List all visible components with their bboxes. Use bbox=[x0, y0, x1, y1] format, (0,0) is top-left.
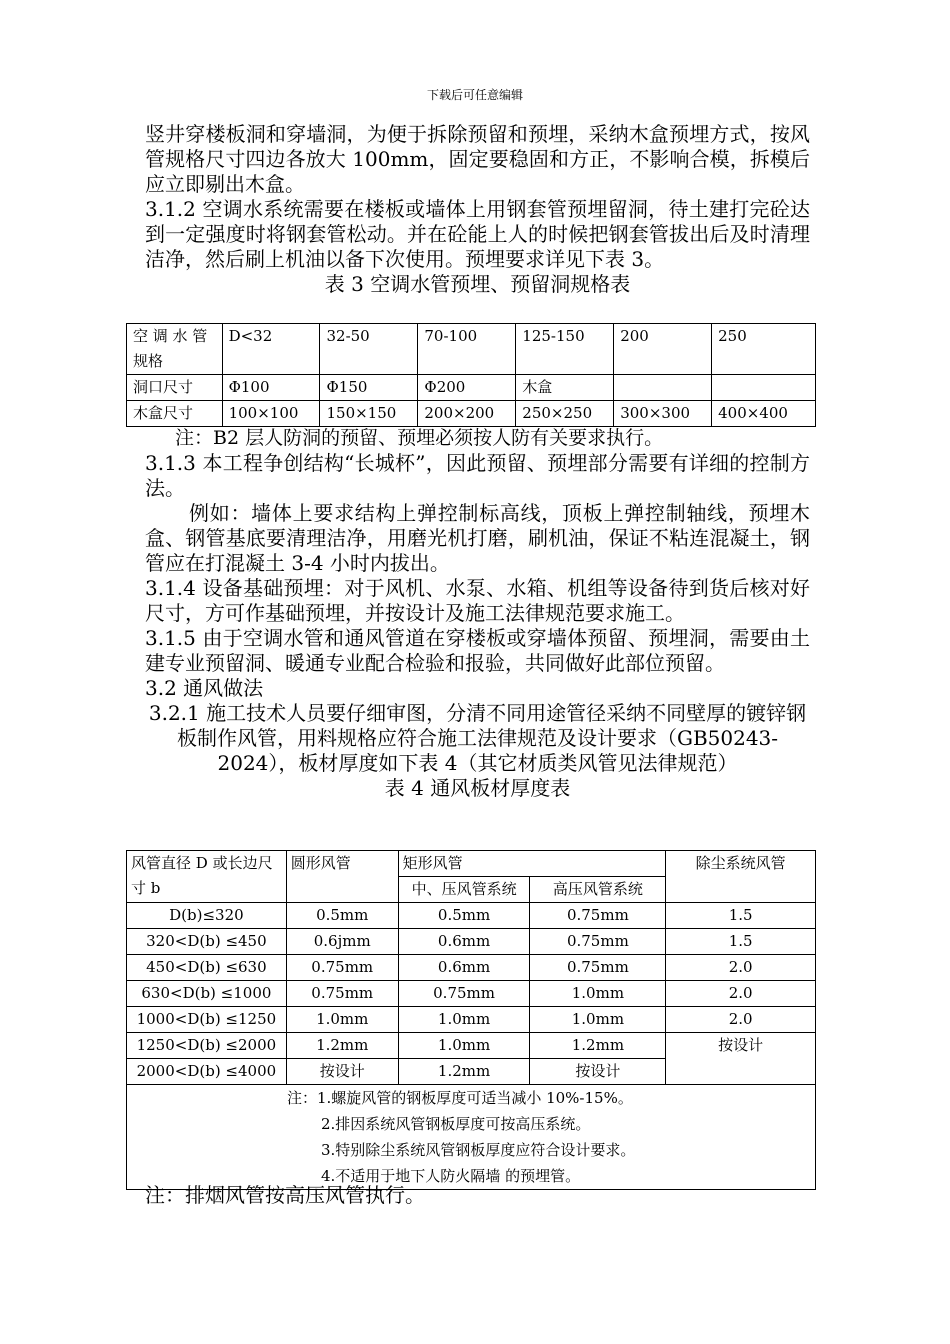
table-cell: 1.2mm bbox=[398, 1059, 530, 1085]
table-cell: 1.5 bbox=[666, 903, 816, 929]
table-cell: 1.5 bbox=[666, 929, 816, 955]
table-cell: 0.75mm bbox=[530, 955, 666, 981]
table-cell: D<32 bbox=[222, 324, 320, 375]
table-cell: 木盒 bbox=[516, 375, 614, 401]
table-cell: 1.2mm bbox=[286, 1033, 398, 1059]
table-row bbox=[127, 955, 816, 981]
table-cell: 空 调 水 管规格 bbox=[127, 324, 223, 375]
table-cell: 125-150 bbox=[516, 324, 614, 375]
table-cell: 按设计 bbox=[530, 1059, 666, 1085]
table-cell: 32-50 bbox=[320, 324, 418, 375]
table-row bbox=[127, 375, 816, 401]
table-cell: 70-100 bbox=[418, 324, 516, 375]
table-cell: Φ150 bbox=[320, 375, 418, 401]
table-cell: 0.75mm bbox=[286, 955, 398, 981]
table-row bbox=[127, 1007, 816, 1033]
table-cell: 250 bbox=[712, 324, 816, 375]
table-cell: 1.0mm bbox=[530, 1007, 666, 1033]
heading-3-2: 3.2 通风做法 bbox=[145, 676, 264, 700]
table-row bbox=[127, 1033, 816, 1059]
table-cell: 2.0 bbox=[666, 955, 816, 981]
table-cell: Φ100 bbox=[222, 375, 320, 401]
table-cell: 0.5mm bbox=[286, 903, 398, 929]
table-note: 3.特别除尘系统风管钢板厚度应符合设计要求。 bbox=[321, 1141, 636, 1159]
table-notes-row bbox=[127, 1085, 816, 1190]
table-cell bbox=[712, 375, 816, 401]
header-cell-round: 圆形风管 bbox=[286, 851, 398, 903]
table-cell: 630<D(b) ≤1000 bbox=[127, 981, 287, 1007]
table-note: 注：1.螺旋风管的钢板厚度可适当减小 10%-15%。 bbox=[287, 1089, 633, 1107]
table-note: 2.排因系统风管钢板厚度可按高压系统。 bbox=[321, 1115, 591, 1133]
paragraph-3-2-1: 3.2.1 施工技术人员要仔细审图，分清不同用途管径采纳不同壁厚的镀锌钢板制作风管，用料规格应符合施工法律规范及设计要求（GB50243-2024），板材厚度如下表 4（其它材质类风管见法律规范） bbox=[148, 701, 807, 775]
table-cell: 1000<D(b) ≤1250 bbox=[127, 1007, 287, 1033]
table-row bbox=[127, 929, 816, 955]
table-notes bbox=[127, 1085, 816, 1190]
table-cell: 0.75mm bbox=[530, 903, 666, 929]
table-cell: D(b)≤320 bbox=[127, 903, 287, 929]
table-cell: 0.6mm bbox=[398, 955, 530, 981]
table-cell: 200×200 bbox=[418, 401, 516, 427]
header-cell-dust: 除尘系统风管 bbox=[666, 851, 816, 903]
table4-caption: 表 4 通风板材厚度表 bbox=[384, 776, 571, 800]
table-cell: 0.75mm bbox=[530, 929, 666, 955]
table-cell: 2000<D(b) ≤4000 bbox=[127, 1059, 287, 1085]
table-row bbox=[127, 401, 816, 427]
note-b2-civil-defense: 注：B2 层人防洞的预留、预埋必须按人防有关要求执行。 bbox=[175, 427, 664, 449]
table-row bbox=[127, 903, 816, 929]
table-cell: 木盒尺寸 bbox=[127, 401, 223, 427]
paragraph-1: 竖井穿楼板洞和穿墙洞，为便于拆除预留和预埋，采纳木盒预埋方式，按风管规格尺寸四边各放大 100mm，固定要稳固和方正，不影响合模，拆模后应立即剔出木盒。 bbox=[145, 122, 810, 196]
body-text-middle bbox=[145, 426, 810, 800]
header-cell-rect: 矩形风管 bbox=[398, 851, 666, 877]
paragraph-example: 例如：墙体上要求结构上弹控制标高线，顶板上弹控制轴线，预埋木盒、钢管基底要清理洁净，用磨光机打磨，刷机油，保证不粘连混凝土，钢管应在打混凝土 3-4 小时内拔出。 bbox=[145, 501, 810, 575]
table-cell: 0.75mm bbox=[286, 981, 398, 1007]
table-cell bbox=[614, 375, 712, 401]
table-header-row bbox=[127, 851, 816, 877]
header-cell-diameter: 风管直径 D 或长边尺寸 b bbox=[127, 851, 287, 903]
table-cell: 400×400 bbox=[712, 401, 816, 427]
table-cell: 150×150 bbox=[320, 401, 418, 427]
table-cell: 1.0mm bbox=[530, 981, 666, 1007]
table-cell: 2.0 bbox=[666, 981, 816, 1007]
table-cell: 320<D(b) ≤450 bbox=[127, 929, 287, 955]
table-cell: 0.5mm bbox=[398, 903, 530, 929]
table-cell: Φ200 bbox=[418, 375, 516, 401]
table-cell: 1.0mm bbox=[398, 1007, 530, 1033]
table-row bbox=[127, 981, 816, 1007]
table-cell: 0.6jmm bbox=[286, 929, 398, 955]
table-cell: 450<D(b) ≤630 bbox=[127, 955, 287, 981]
body-text-bottom bbox=[145, 1183, 810, 1208]
table-cell: 按设计 bbox=[286, 1059, 398, 1085]
table3-caption: 表 3 空调水管预埋、预留洞规格表 bbox=[324, 272, 631, 296]
table-cell: 按设计 bbox=[666, 1033, 816, 1085]
table-cell: 洞口尺寸 bbox=[127, 375, 223, 401]
header-cell-high-pressure: 高压风管系统 bbox=[530, 877, 666, 903]
table-row bbox=[127, 324, 816, 375]
table-cell: 0.75mm bbox=[398, 981, 530, 1007]
paragraph-3-1-4: 3.1.4 设备基础预埋：对于风机、水泵、水箱、机组等设备待到货后核对好尺寸，方可作基础预埋，并按设计及施工法律规范要求施工。 bbox=[145, 576, 810, 625]
paragraph-3-1-5: 3.1.5 由于空调水管和通风管道在穿楼板或穿墙体预留、预埋洞，需要由土建专业预留洞、暖通专业配合检验和报验，共同做好此部位预留。 bbox=[145, 626, 810, 675]
table-cell: 2.0 bbox=[666, 1007, 816, 1033]
table-cell: 1.0mm bbox=[398, 1033, 530, 1059]
paragraph-3-1-2: 3.1.2 空调水系统需要在楼板或墙体上用钢套管预埋留洞，待土建打完砼达到一定强度时将钢套管松动。并在砼能上人的时候把钢套管拔出后及时清理洁净，然后刷上机油以备下次使用。预埋要求详见下表 3。 bbox=[145, 197, 810, 271]
table-4-duct-sheet-thickness bbox=[126, 850, 816, 1190]
header-cell-mid-pressure: 中、压风管系统 bbox=[398, 877, 530, 903]
table-cell: 250×250 bbox=[516, 401, 614, 427]
table-cell: 1.0mm bbox=[286, 1007, 398, 1033]
table-cell: 1250<D(b) ≤2000 bbox=[127, 1033, 287, 1059]
table-cell: 1.2mm bbox=[530, 1033, 666, 1059]
body-text-top bbox=[145, 122, 810, 296]
page-header: 下载后可任意编辑 bbox=[426, 88, 523, 102]
table-cell: 0.6mm bbox=[398, 929, 530, 955]
table-3-pipe-sleeve-spec bbox=[126, 323, 816, 427]
note-smoke-exhaust: 注：排烟风管按高压风管执行。 bbox=[145, 1183, 425, 1207]
table-note: 4.不适用于地下人防火隔墙 的预埋管。 bbox=[321, 1167, 581, 1185]
paragraph-3-1-3: 3.1.3 本工程争创结构“长城杯”，因此预留、预埋部分需要有详细的控制方法。 bbox=[145, 451, 810, 500]
table-cell: 100×100 bbox=[222, 401, 320, 427]
table-cell: 300×300 bbox=[614, 401, 712, 427]
table-cell: 200 bbox=[614, 324, 712, 375]
